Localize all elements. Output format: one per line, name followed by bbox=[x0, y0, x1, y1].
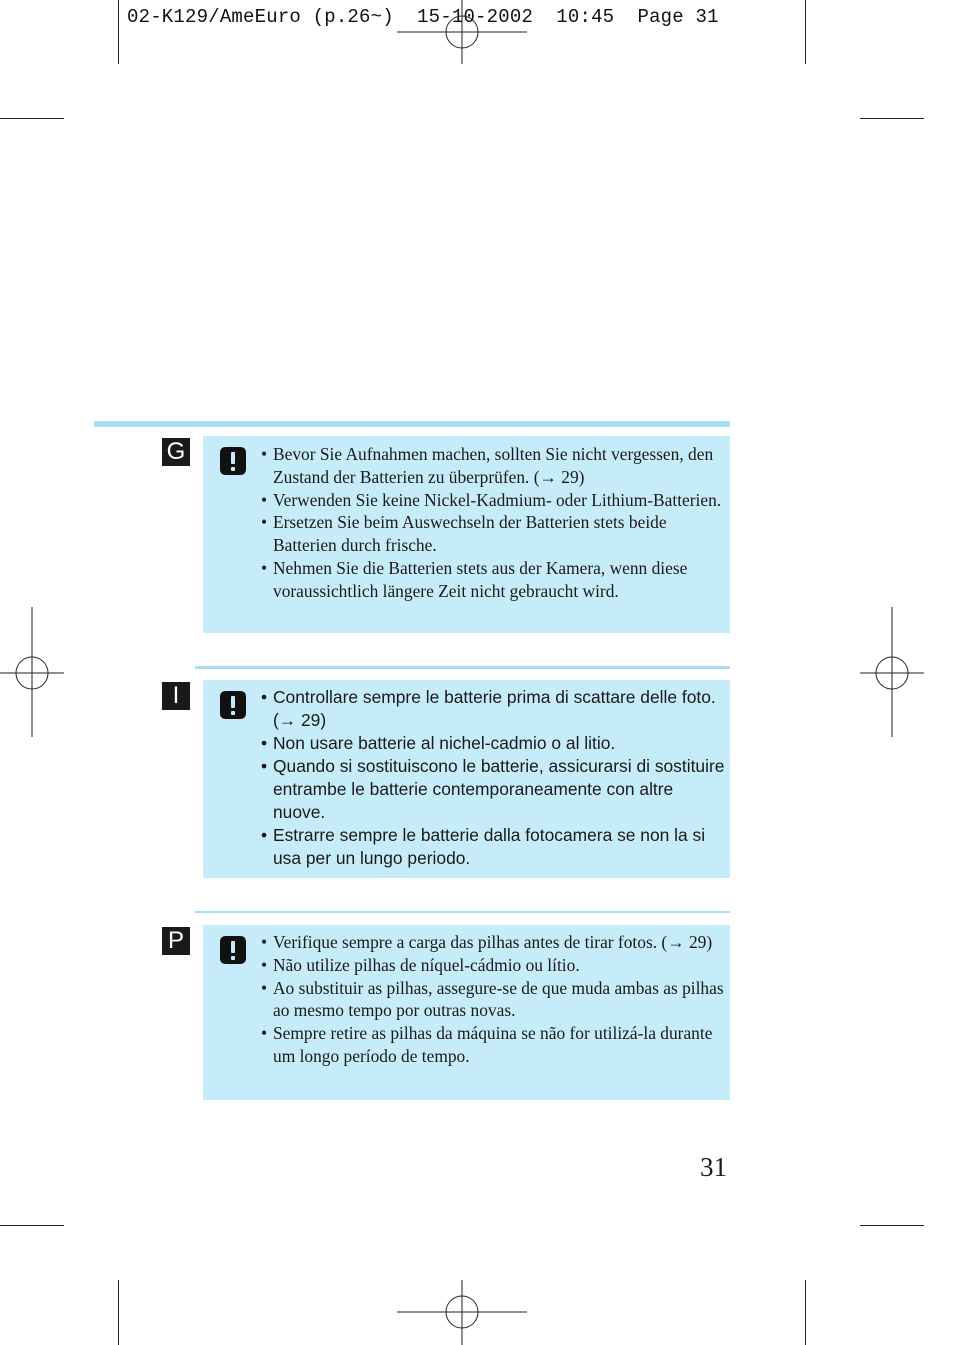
section-divider bbox=[195, 666, 730, 669]
registration-mark-bottom bbox=[397, 1280, 527, 1345]
list-item: • Ao substituir as pilhas, assegure-se de que muda ambas as pilhas ao mesmo tempo por outras novas. bbox=[261, 977, 726, 1023]
list-item: • Verwenden Sie keine Nickel-Kadmium- oder Lithium-Batterien. bbox=[261, 489, 726, 512]
caution-box-portuguese bbox=[203, 925, 730, 1100]
crop-mark bbox=[0, 118, 64, 119]
section-divider bbox=[94, 421, 730, 427]
crop-mark bbox=[0, 1225, 64, 1226]
crop-mark bbox=[860, 118, 924, 119]
crop-mark bbox=[118, 1280, 119, 1345]
crop-mark bbox=[805, 1280, 806, 1345]
caution-icon bbox=[217, 689, 249, 721]
language-tag: I bbox=[162, 682, 190, 710]
language-tag: P bbox=[162, 927, 190, 955]
registration-mark-left bbox=[0, 607, 66, 737]
list-item: • Sempre retire as pilhas da máquina se não for utilizá-la durante um longo período de tempo. bbox=[261, 1022, 726, 1068]
crop-mark bbox=[805, 0, 806, 64]
registration-mark-top bbox=[397, 0, 527, 66]
page-number: 31 bbox=[700, 1152, 727, 1182]
caution-icon bbox=[217, 934, 249, 966]
crop-mark bbox=[860, 1225, 924, 1226]
list-item: • Ersetzen Sie beim Auswechseln der Batterien stets beide Batterien durch frische. bbox=[261, 511, 726, 557]
list-item: • Quando si sostituiscono le batterie, assicurarsi di sostituire entrambe le batterie contemporaneamente con altre nuove. bbox=[261, 755, 726, 824]
print-slug: 02-K129/AmeEuro (p.26~) 15-10-2002 10:45 Page 31 bbox=[127, 6, 719, 28]
list-item: • Não utilize pilhas de níquel-cádmio ou lítio. bbox=[261, 954, 726, 977]
caution-list bbox=[261, 931, 726, 1068]
list-item: • Non usare batterie al nichel-cadmio o al litio. bbox=[261, 732, 726, 755]
caution-list bbox=[261, 443, 726, 603]
list-item: • Controllare sempre le batterie prima di scattare delle foto. (→ 29) bbox=[261, 686, 726, 732]
caution-list bbox=[261, 686, 726, 870]
list-item: • Verifique sempre a carga das pilhas antes de tirar fotos. (→ 29) bbox=[261, 931, 726, 954]
section-divider bbox=[195, 911, 730, 913]
registration-mark-right bbox=[858, 607, 924, 737]
caution-box-italian bbox=[203, 680, 730, 878]
language-tag: G bbox=[162, 438, 190, 466]
list-item: • Nehmen Sie die Batterien stets aus der Kamera, wenn diese voraussichtlich längere Zeit nicht gebraucht wird. bbox=[261, 557, 726, 603]
caution-box-german bbox=[203, 436, 730, 633]
list-item: • Bevor Sie Aufnahmen machen, sollten Sie nicht vergessen, den Zustand der Batterien zu überprüfen. (→ 29) bbox=[261, 443, 726, 489]
list-item: • Estrarre sempre le batterie dalla fotocamera se non la si usa per un lungo periodo. bbox=[261, 824, 726, 870]
crop-mark bbox=[118, 0, 119, 64]
caution-icon bbox=[217, 445, 249, 477]
